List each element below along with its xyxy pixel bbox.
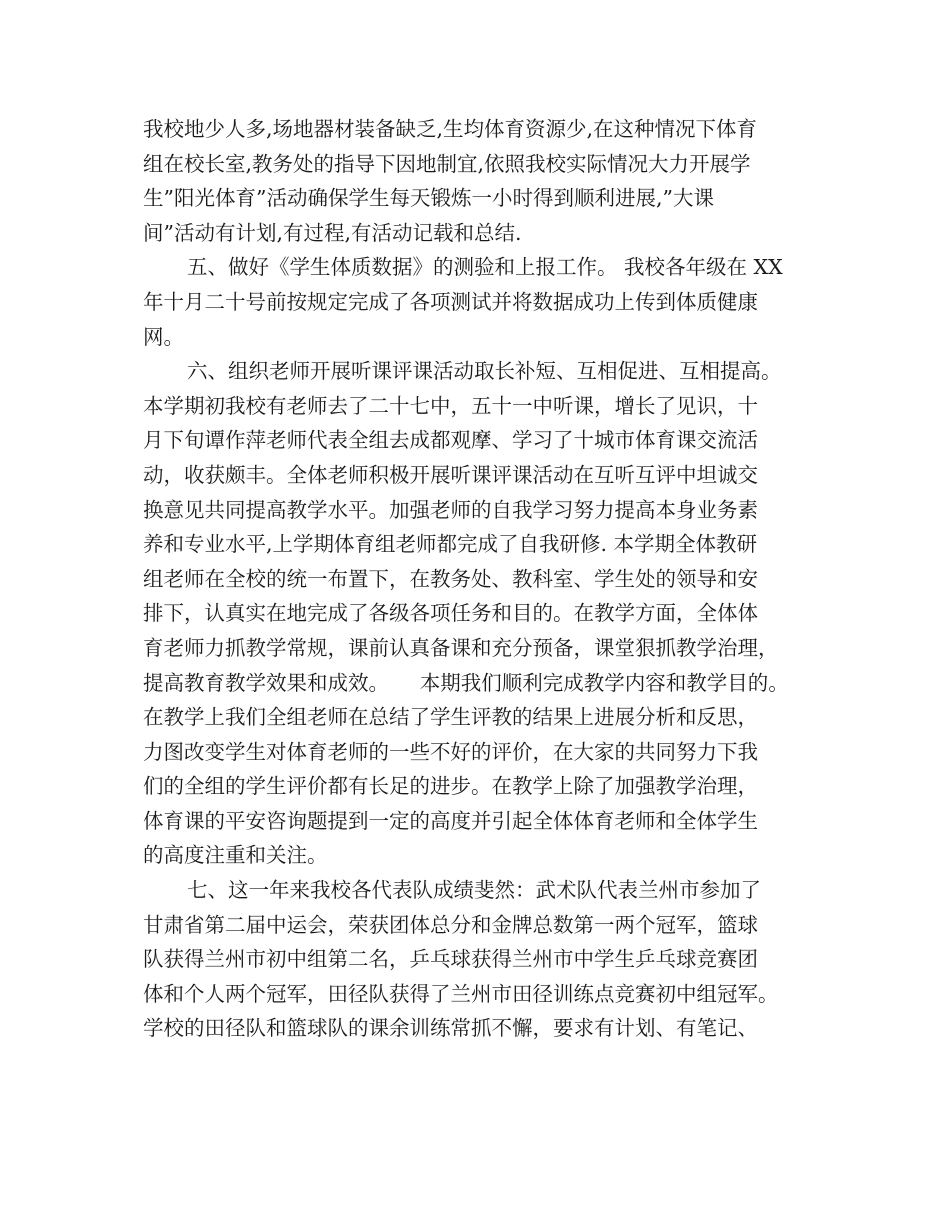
text-line: 月下旬谭作萍老师代表全组去成都观摩、学习了十城市体育课交流活 — [143, 428, 758, 453]
text-line: 力图改变学生对体育老师的一些不好的评价，在大家的共同努力下我 — [143, 739, 758, 764]
text-line: 队获得兰州市初中组第二名，乒乓球获得兰州市中学生乒乓球竞赛团 — [143, 947, 758, 972]
text-line: 组老师在全校的统一布置下，在教务处、教科室、学生处的领导和安 — [143, 566, 758, 591]
text-line: 年十月二十号前按规定完成了各项测试并将数据成功上传到体质健康 — [143, 289, 758, 314]
document-body — [143, 112, 833, 1046]
text-line: 育老师力抓教学常规，课前认真备课和充分预备，课堂狠抓教学治理， — [143, 635, 779, 660]
text-line: 体育课的平安咨询题提到一定的高度并引起全体体育老师和全体学生 — [143, 808, 758, 833]
text-line: 体和个人两个冠军，田径队获得了兰州市田径训练点竞赛初中组冠军。 — [143, 981, 779, 1006]
text-line: 们的全组的学生评价都有长足的进步。在教学上除了加强教学治理， — [143, 774, 758, 799]
text-line: 七、这一年来我校各代表队成绩斐然：武术队代表兰州市参加了 — [187, 878, 761, 903]
text-line: 养和专业水平,上学期体育组老师都完成了自我研修. 本学期全体教研 — [143, 532, 758, 557]
text-line: 网。 — [143, 324, 184, 349]
text-line: 甘肃省第二届中运会，荣获团体总分和金牌总数第一两个冠军，篮球 — [143, 912, 758, 937]
text-line: 的高度注重和关注。 — [143, 843, 328, 868]
text-line: 提高教育教学效果和成效。 本期我们顺利完成教学内容和教学目的。 — [143, 670, 789, 695]
text-line: 本学期初我校有老师去了二十七中，五十一中听课，增长了见识，十 — [143, 393, 758, 418]
paragraph-seven — [143, 873, 833, 1046]
text-line: 五、做好《学生体质数据》的测验和上报工作。 我校各年级在 XX — [187, 255, 783, 280]
paragraph-six — [143, 354, 833, 873]
text-line: 动，收获颇丰。全体老师积极开展听课评课活动在互听互评中坦诚交 — [143, 462, 758, 487]
text-line: 六、组织老师开展听课评课活动取长补短、互相促进、互相提高。 — [187, 359, 782, 384]
paragraph-playground — [143, 112, 833, 250]
text-line: 组在校长室,教务处的指导下因地制宜,依照我校实际情况大力开展学 — [143, 151, 751, 176]
paragraph-five — [143, 250, 833, 354]
text-line: 换意见共同提高教学水平。加强老师的自我学习努力提高本身业务素 — [143, 497, 758, 522]
text-line: 间”活动有计划,有过程,有活动记载和总结. — [143, 220, 522, 245]
text-line: 生”阳光体育”活动确保学生每天锻炼一小时得到顺利进展,”大课 — [143, 186, 714, 211]
text-line: 排下，认真实在地完成了各级各项任务和目的。在教学方面，全体体 — [143, 601, 758, 626]
text-line: 我校地少人多,场地器材装备缺乏,生均体育资源少,在这种情况下体育 — [143, 117, 758, 141]
text-line: 学校的田径队和篮球队的课余训练常抓不懈，要求有计划、有笔记、 — [143, 1016, 758, 1041]
text-line: 在教学上我们全组老师在总结了学生评教的结果上进展分析和反思， — [143, 705, 758, 730]
